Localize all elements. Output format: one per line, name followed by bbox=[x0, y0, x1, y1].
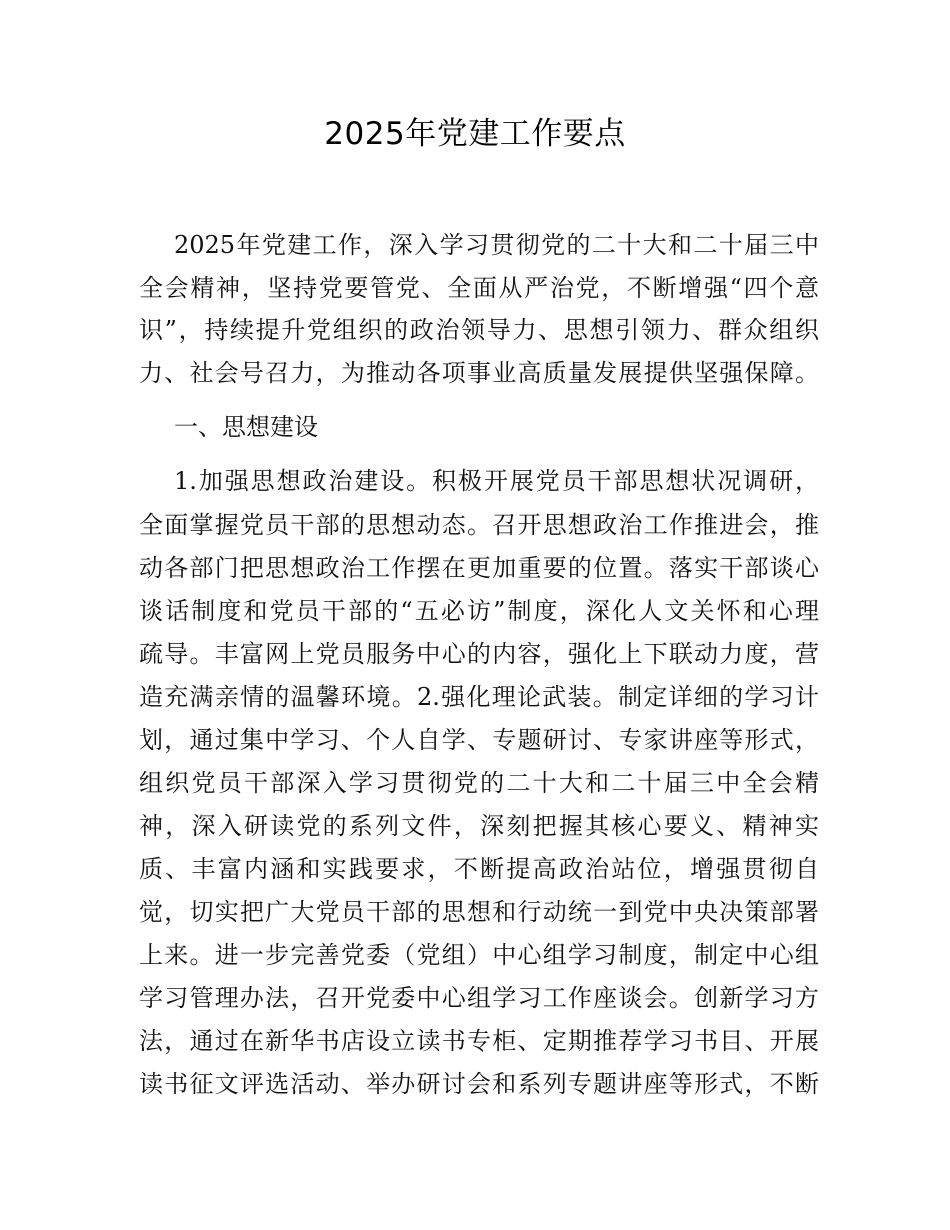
intro-line-1: 2025年党建工作，深入学习贯彻党的二十大和二十届三中 bbox=[174, 231, 819, 259]
intro-line-4: 力、社会号召力，为推动各项事业高质量发展提供坚强保障。 bbox=[139, 359, 819, 387]
section-line-8: 组织党员干部深入学习贯彻党的二十大和二十届三中全会精 bbox=[139, 769, 819, 797]
section-line-10: 质、丰富内涵和实践要求，不断提高政治站位，增强贯彻自 bbox=[139, 855, 819, 883]
section-line-4: 谈话制度和党员干部的“五必访”制度，深化人文关怀和心理 bbox=[139, 597, 819, 625]
document-title: 2025年党建工作要点 bbox=[324, 116, 626, 152]
section-line-15: 读书征文评选活动、举办研讨会和系列专题讲座等形式，不断 bbox=[139, 1070, 819, 1098]
section-line-3: 动各部门把思想政治工作摆在更加重要的位置。落实干部谈心 bbox=[139, 554, 819, 582]
section-line-13: 学习管理办法，召开党委中心组学习工作座谈会。创新学习方 bbox=[139, 984, 819, 1012]
section-line-1: 1.加强思想政治建设。积极开展党员干部思想状况调研， bbox=[174, 467, 819, 495]
section-line-5: 疏导。丰富网上党员服务中心的内容，强化上下联动力度，营 bbox=[139, 640, 819, 668]
section-heading: 一、思想建设 bbox=[174, 413, 318, 441]
section-line-6: 造充满亲情的温馨环境。2.强化理论武装。制定详细的学习计 bbox=[139, 683, 819, 711]
section-line-2: 全面掌握党员干部的思想动态。召开思想政治工作推进会，推 bbox=[139, 511, 819, 539]
section-line-14: 法，通过在新华书店设立读书专柜、定期推荐学习书目、开展 bbox=[139, 1027, 819, 1055]
intro-line-3: 识”，持续提升党组织的政治领导力、思想引领力、群众组织 bbox=[139, 316, 819, 344]
section-line-11: 觉，切实把广大党员干部的思想和行动统一到党中央决策部署 bbox=[139, 898, 819, 926]
intro-line-2: 全会精神，坚持党要管党、全面从严治党，不断增强“四个意 bbox=[139, 274, 819, 302]
section-line-7: 划，通过集中学习、个人自学、专题研讨、专家讲座等形式， bbox=[139, 726, 819, 754]
section-line-12: 上来。进一步完善党委（党组）中心组学习制度，制定中心组 bbox=[139, 941, 819, 969]
section-line-9: 神，深入研读党的系列文件，深刻把握其核心要义、精神实 bbox=[139, 812, 819, 840]
